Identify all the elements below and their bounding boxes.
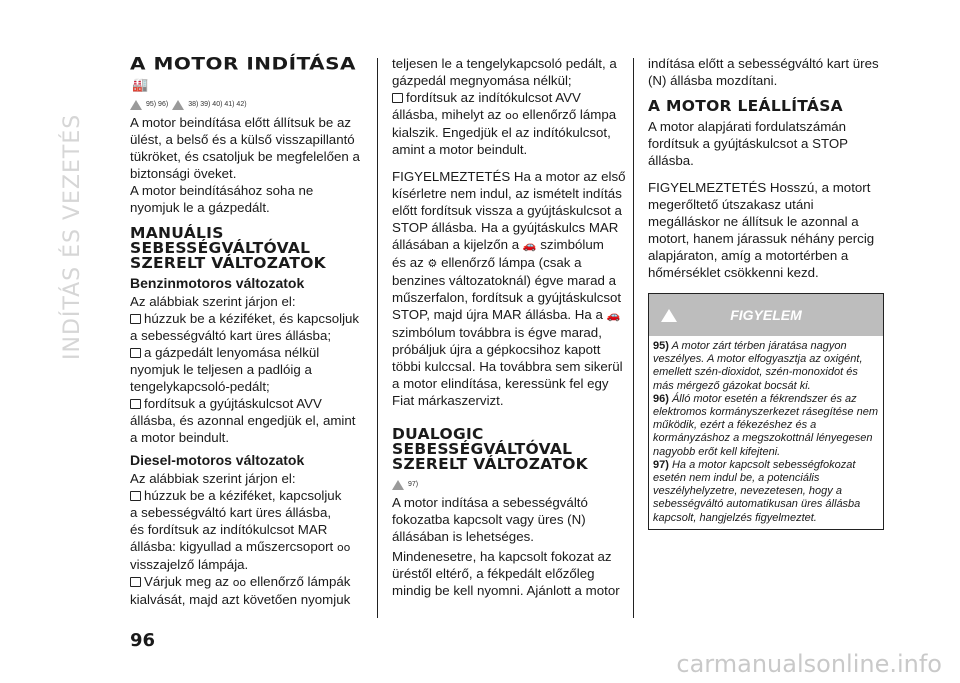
caution-box xyxy=(648,293,884,530)
caution-icon xyxy=(172,100,184,110)
paragraph: A motor beindítása előtt állítsuk be az ülést, a belső és a külső visszapillantó tükröket, és csatoljuk be megfelelően a biztonsági öveket. xyxy=(130,115,360,181)
caution-item: 97) Ha a motor kapcsolt sebességfokozat esetén nem indul be, a potenciális veszélyhelyzetre, nevezetesen, hogy a sebességváltó automatikusan üres állásba kapcsolt, hangjelzés figyelmeztet. xyxy=(653,458,861,524)
page-number: 96 xyxy=(130,630,156,651)
warning-paragraph: STOP, majd újra MAR állásba. Ha a 🚗 xyxy=(392,307,621,322)
column-1 xyxy=(130,55,366,608)
bullet-icon xyxy=(130,577,141,587)
text-line: a sebességváltó kart üres állásba, xyxy=(130,505,332,520)
caution-title: FIGYELEM xyxy=(730,306,802,323)
bullet-icon xyxy=(130,314,141,324)
subheading-petrol: Benzinmotoros változatok xyxy=(130,275,305,291)
warning-icon xyxy=(392,480,404,490)
no-smoke-logo: 🏭 xyxy=(132,78,149,93)
bullet-icon xyxy=(392,93,403,103)
column-3 xyxy=(648,55,884,530)
paragraph: állásba, mihelyt az ᴏᴏ ellenőrző lámpa kialszik. Engedjük el az indítókulcsot, amint a motor beindult. xyxy=(392,107,617,157)
subheading-diesel: Diesel-motoros változatok xyxy=(130,452,305,468)
warning-paragraph: FIGYELMEZTETÉS Hosszú, a motort megerőltető útszakasz utáni megálláskor ne állítsuk le azonnal a motort, hanem járassuk néhány percig alapjáraton, amíg a motortérben a hőmérséklet csökkenni kezd. xyxy=(648,180,875,280)
watermark: carmanualsonline.info xyxy=(676,650,942,678)
section-heading-manual: MANUÁLIS SEBESSÉGVÁLTÓVAL SZERELT VÁLTOZATOK xyxy=(130,224,326,272)
side-section-title: INDÍTÁS ÉS VEZETÉS xyxy=(60,113,85,360)
immobilizer-icon: 🚗 xyxy=(522,239,537,252)
paragraph: Mindenesetre, ha kapcsolt fokozat az üréstől eltérő, a fékpedált előzőleg mindig be kell nyomni. Ajánlott a motor xyxy=(392,549,620,598)
paragraph: indítása előtt a sebességváltó kart üres (N) állásba mozdítani. xyxy=(648,56,879,88)
list-item: húzzuk be a kéziféket, kapcsoljuk xyxy=(130,487,366,504)
list-item: húzzuk be a kéziféket, és kapcsoljuk a sebességváltó kart üres állásba; xyxy=(130,311,360,343)
glow-plug-icon: ᴏᴏ xyxy=(505,109,519,122)
paragraph: A motor indítása a sebességváltó fokozatba kapcsolt vagy üres (N) állásában is lehetséges. xyxy=(392,495,588,544)
paragraph: teljesen le a tengelykapcsoló pedált, a gázpedál megnyomása nélkül; xyxy=(392,56,617,88)
section-heading-dualogic: DUALOGIC SEBESSÉGVÁLTÓVAL SZERELT VÁLTOZATOK xyxy=(392,425,588,473)
bullet-icon xyxy=(130,491,141,501)
warning-icon xyxy=(130,100,142,110)
glow-plug-icon: ᴏᴏ xyxy=(232,576,247,589)
engine-check-icon: ⚙ xyxy=(427,257,438,270)
refs-warnings: 95) 96) xyxy=(146,101,169,108)
warning-paragraph: és az ⚙ ellenőrző lámpa (csak a benzines változatoknál) égve marad a műszerfalon, fordítsuk a gyújtáskulcsot xyxy=(392,255,622,305)
text-line: állásba: kigyullad a műszercsoport ᴏᴏ xyxy=(130,539,351,554)
warning-paragraph: állásában a kijelzőn a 🚗 szimbólum xyxy=(392,237,604,252)
caution-header xyxy=(649,294,883,336)
section-heading-stop-engine: A MOTOR LEÁLLÍTÁSA xyxy=(648,97,843,115)
column-divider xyxy=(377,58,378,618)
warning-paragraph: FIGYELMEZTETÉS Ha a motor az első kísérletre nem indul, az ismételt indítás előtt fordítsuk vissza a gyújtáskulcsot a STOP állásba. Ha a gyújtáskulcs MAR xyxy=(392,169,626,235)
caution-item: 95) A motor zárt térben járatása nagyon veszélyes. A motor elfogyasztja az oxigént, emellett szén-dioxidot, szén-monoxidot és más mérgező gázokat bocsát ki. xyxy=(653,340,863,392)
list-item: fordítsuk az indítókulcsot AVV xyxy=(392,89,628,106)
caution-body xyxy=(649,336,883,529)
section-title-start-engine: A MOTOR INDÍTÁSA xyxy=(130,53,357,74)
list-item: Várjuk meg az ᴏᴏ ellenőrző lámpák kialvását, majd azt követően nyomjuk xyxy=(130,574,351,607)
paragraph: A motor alapjárati fordulatszámán fordítsuk a gyújtáskulcsot a STOP állásba. xyxy=(648,119,848,168)
glow-plug-icon: ᴏᴏ xyxy=(336,541,351,554)
list-item: fordítsuk a gyújtáskulcsot AVV állásba, és azonnal engedjük el, amint a motor beindult. xyxy=(130,396,356,445)
warning-icon xyxy=(661,309,677,322)
warning-paragraph: szimbólum továbbra is égve marad, próbáljuk újra a gépkocsihoz kapott többi kulccsal. Ha továbbra sem sikerül a motor elindítása, keressünk fel egy Fiat márkaszervizt. xyxy=(392,325,623,408)
refs-cautions: 38) 39) 40) 41) 42) xyxy=(188,101,247,108)
paragraph: Az alábbiak szerint járjon el: xyxy=(130,471,296,486)
column-2 xyxy=(392,55,628,599)
caution-item: 96) Álló motor esetén a fékrendszer és az elektromos kormányszerkezet rásegítése nem működik, ezért a fékezéshez és a kormányzáshoz a megszokottnál lényegesen nagyobb erőt kell kifejteni. xyxy=(653,392,878,458)
reference-list xyxy=(130,96,366,113)
paragraph: A motor beindításához soha ne nyomjuk le a gázpedált. xyxy=(130,183,314,215)
list-item: a gázpedált lenyomása nélkül nyomjuk le teljesen a padlóig a tengelykapcsoló-pedált; xyxy=(130,345,320,394)
column-divider xyxy=(633,58,634,618)
bullet-icon xyxy=(130,399,141,409)
paragraph: Az alábbiak szerint járjon el: xyxy=(130,294,296,309)
text-line: és fordítsuk az indítókulcsot MAR xyxy=(130,522,328,537)
bullet-icon xyxy=(130,348,141,358)
immobilizer-icon: 🚗 xyxy=(606,309,621,322)
reference-list: 97) xyxy=(392,476,628,493)
text-line: visszajelző lámpája. xyxy=(130,557,249,572)
